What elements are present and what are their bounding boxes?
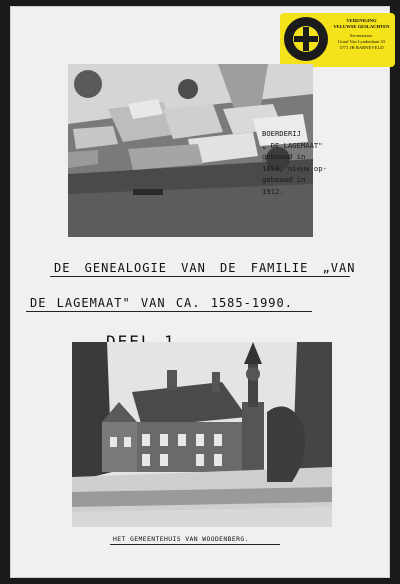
caption-underline	[110, 544, 280, 545]
caption-line: „ DE LAGEMAAT"	[262, 140, 323, 150]
association-seal-icon	[284, 17, 328, 61]
caption-line: 1694, nieuw op-	[262, 163, 327, 173]
farmhouse-caption	[262, 128, 362, 197]
document-title-line1: DE GENEALOGIE VAN DE FAMILIE „VAN	[54, 261, 356, 275]
sticker-role: Secretariaat:	[350, 33, 373, 38]
town-hall-photo	[72, 342, 332, 527]
title-underline	[50, 276, 350, 277]
caption-line: gebouwd in	[262, 175, 306, 184]
caption-line: BOERDERIJ	[262, 129, 301, 138]
town-hall-caption: HET GEMEENTEHUIS VAN WOODENBERG.	[113, 535, 249, 543]
sticker-address1: Graaf Van Lyndenlaan 33	[338, 39, 385, 44]
association-sticker	[280, 13, 395, 67]
sticker-address2: 3771 JB BARNEVELD	[339, 45, 384, 50]
title-underline	[26, 311, 312, 312]
sticker-org-line1: VERENIGING	[346, 18, 377, 23]
document-page	[10, 6, 390, 578]
caption-line: gebouwd in	[262, 152, 306, 161]
sticker-org-line2: VELUWSE GESLACHTEN	[333, 24, 390, 29]
document-title-line2: DE LAGEMAAT" VAN CA. 1585-1990.	[30, 296, 293, 310]
sticker-text	[330, 18, 393, 51]
caption-line: 1912.	[262, 186, 284, 196]
